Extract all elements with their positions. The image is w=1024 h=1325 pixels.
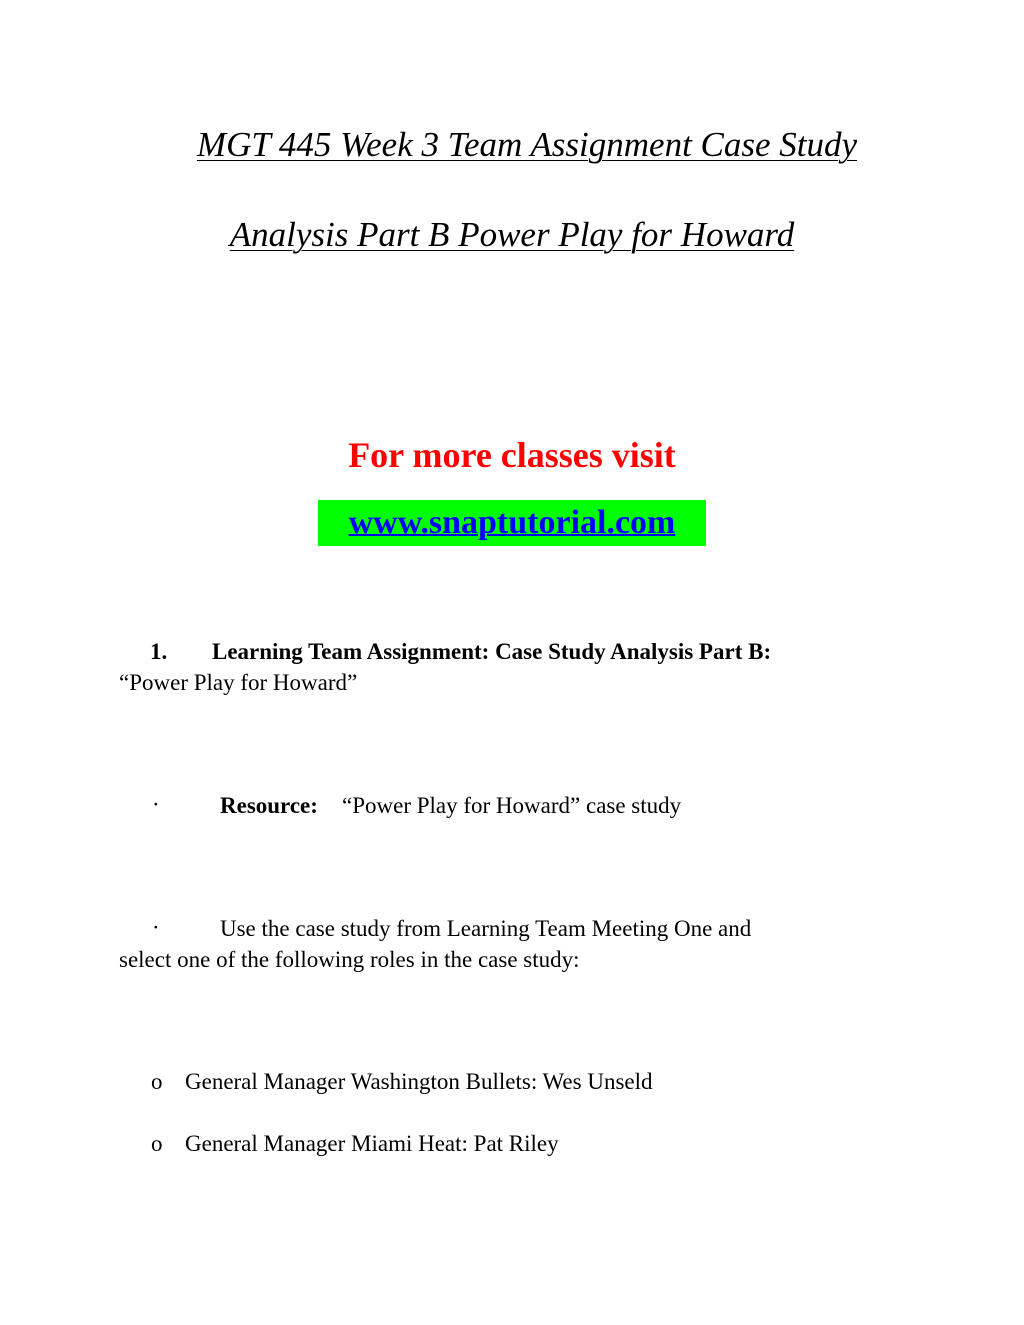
role-1-text: General Manager Washington Bullets: Wes Unseld bbox=[185, 1069, 653, 1094]
promo-text: For more classes visit bbox=[348, 435, 676, 475]
bullet-1-marker: · bbox=[152, 792, 160, 817]
bullet-1-text: “Power Play for Howard” case study bbox=[342, 793, 682, 818]
item-1-heading: Learning Team Assignment: Case Study Analysis Part B: bbox=[212, 639, 772, 664]
title-line-1: MGT 445 Week 3 Team Assignment Case Study bbox=[196, 125, 858, 164]
role-1-marker: o bbox=[151, 1069, 163, 1094]
bullet-2-line-2: select one of the following roles in the case study: bbox=[119, 947, 580, 972]
link-highlight bbox=[318, 500, 706, 546]
snaptutorial-link[interactable]: www.snaptutorial.com bbox=[348, 504, 676, 541]
item-1-number: 1. bbox=[150, 639, 168, 664]
bullet-2-marker: · bbox=[152, 915, 160, 940]
role-2-marker: o bbox=[151, 1131, 163, 1156]
role-2-text: General Manager Miami Heat: Pat Riley bbox=[185, 1131, 559, 1156]
bullet-1-label: Resource: bbox=[220, 793, 318, 818]
item-1-continuation: “Power Play for Howard” bbox=[119, 670, 358, 695]
title-line-2: Analysis Part B Power Play for Howard bbox=[229, 215, 795, 254]
bullet-2-line-1: Use the case study from Learning Team Meeting One and bbox=[220, 916, 752, 941]
